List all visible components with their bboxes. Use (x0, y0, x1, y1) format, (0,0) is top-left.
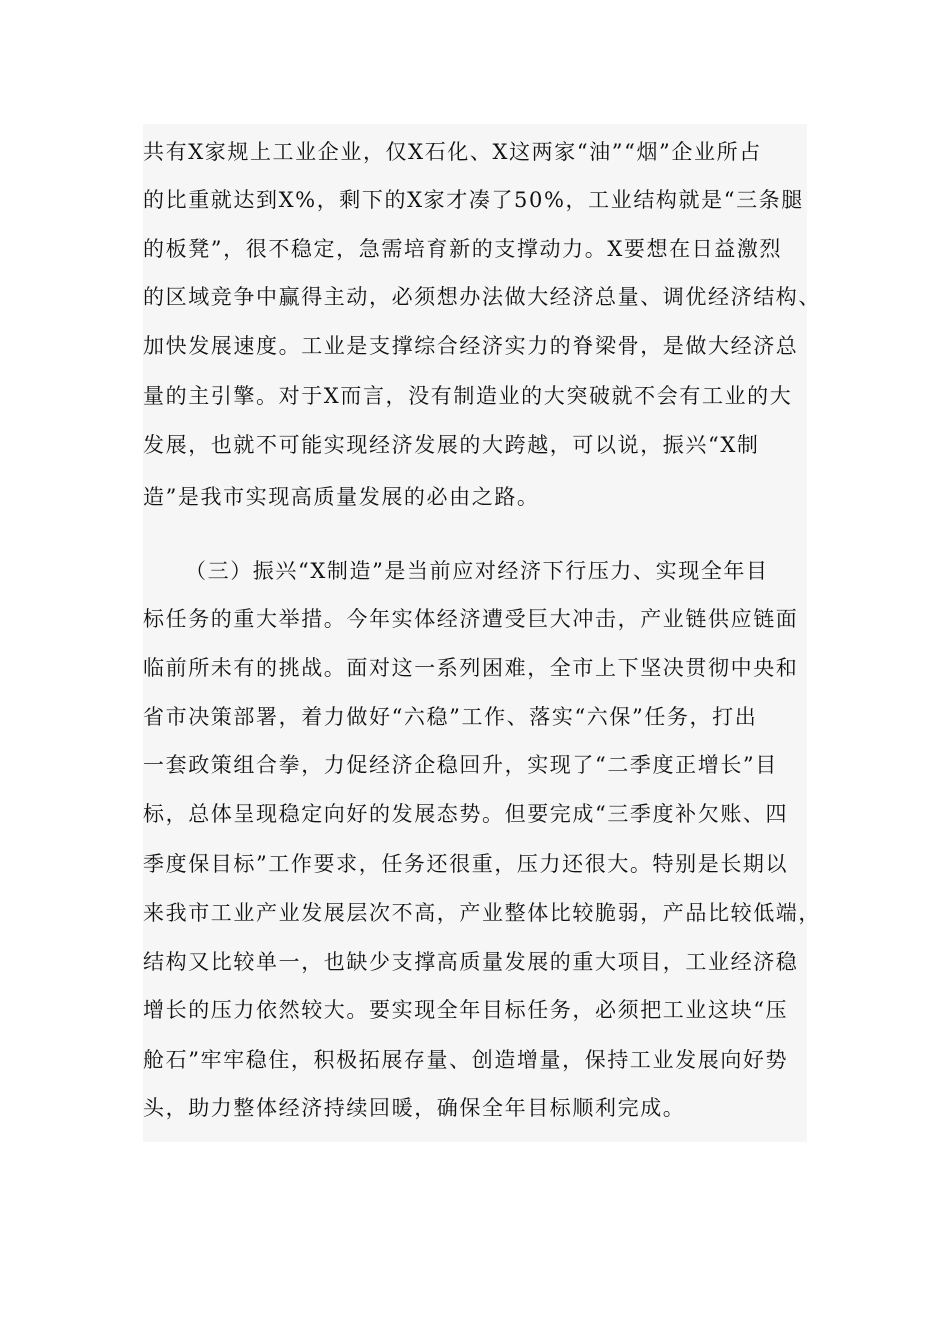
text-line: 标，总体呈现稳定向好的发展态势。但要完成“三季度补欠账、四 (143, 802, 789, 826)
text-line: 共有X家规上工业企业，仅X石化、X这两家“油”“烟”企业所占 (143, 140, 762, 164)
text-line: 的板凳”，很不稳定，急需培育新的支撑动力。X要想在日益激烈 (143, 237, 783, 261)
document-text-block (143, 124, 821, 1142)
text-line: 一套政策组合拳，力促经济企稳回升，实现了“二季度正增长”目 (143, 753, 778, 777)
text-line: 季度保目标”工作要求，任务还很重，压力还很大。特别是长期以 (143, 852, 789, 876)
text-line: 加快发展速度。工业是支撑综合经济实力的脊梁骨，是做大经济总 (143, 334, 799, 358)
text-line: （三）振兴“X制造”是当前应对经济下行压力、实现全年目 (185, 559, 769, 583)
text-line: 发展，也就不可能实现经济发展的大跨越，可以说，振兴“X制 (143, 433, 760, 457)
text-line: 的比重就达到X%，剩下的X家才凑了50%，工业结构就是“三条腿 (143, 188, 804, 212)
text-line: 增长的压力依然较大。要实现全年目标任务，必须把工业这块“压 (143, 998, 789, 1022)
text-line: 省市决策部署，着力做好“六稳”工作、落实“六保”任务，打出 (143, 705, 758, 729)
text-line: 量的主引擎。对于X而言，没有制造业的大突破就不会有工业的大 (143, 384, 793, 408)
text-line: 头，助力整体经济持续回暖，确保全年目标顺利完成。 (143, 1096, 686, 1120)
text-line: 舱石”牢牢稳住，积极拓展存量、创造增量，保持工业发展向好势 (143, 1048, 789, 1072)
text-line: 造”是我市实现高质量发展的必由之路。 (143, 485, 540, 509)
text-line: 临前所未有的挑战。面对这一系列困难，全市上下坚决贯彻中央和 (143, 656, 799, 680)
text-line: 的区域竞争中赢得主动，必须想办法做大经济总量、调优经济结构、 (143, 285, 821, 309)
text-line: 标任务的重大举措。今年实体经济遭受巨大冲击，产业链供应链面 (143, 607, 799, 631)
text-line: 结构又比较单一，也缺少支撑高质量发展的重大项目，工业经济稳 (143, 950, 799, 974)
text-line: 来我市工业产业发展层次不高，产业整体比较脆弱，产品比较低端， (143, 901, 821, 925)
